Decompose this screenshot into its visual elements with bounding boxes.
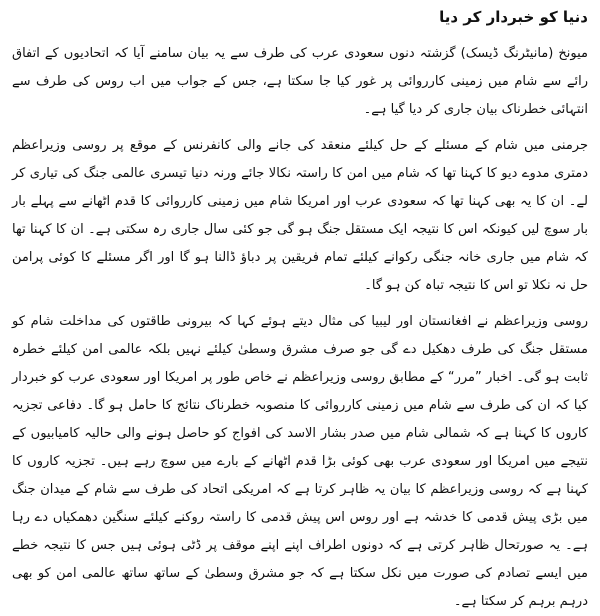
article-paragraph-3: روسی وزیراعظم نے افغانستان اور لیبیا کی مثال دیتے ہوئے کہا کہ بیرونی طاقتوں کی مداخلت شام کو مستقل جنگ کی طرف دھکیل دے گی جو صرف مشرق وسطیٰ کیلئے نہیں بلکہ عالمی امن کیلئے خطرہ ثابت ہو گی۔ اخبار ”مرر“ کے مطابق روسی وزیراعظم نے خاص طور پر امریکا اور سعودی عرب کو خبردار کیا کہ ان کی طرف سے شام میں زمینی کارروائی کا منصوبہ خطرناک نتائج کا حامل ہو گا۔ دفاعی تجزیہ کاروں کا کہنا ہے کہ شمالی شام میں صدر بشار الاسد کی افواج کو حاصل ہونے والی حالیہ کامیابیوں کے نتیجے میں امریکا اور سعودی عرب بھی کوئی بڑا قدم اٹھانے کے بارے میں سوچ رہے ہیں۔ تجزیہ کاروں کا کہنا ہے کہ روسی وزیراعظم کا بیان یہ ظاہر کرتا ہے کہ امریکی اتحاد کی طرف سے شام کے میدان جنگ میں بڑی پیش قدمی کا خدشہ ہے اور روس اس پیش قدمی کا راستہ روکنے کیلئے سنگین دھمکیاں دے رہا ہے۔ یہ صورتحال ظاہر کرتی ہے کہ دونوں اطراف اپنے اپنے موقف پر ڈٹی ہوئی ہیں جس کا نتیجہ خطے میں ایسے تصادم کی صورت میں نکل سکتا ہے کہ جو مشرق وسطیٰ کے ساتھ ساتھ عالمی امن کو بھی درہم برہم کر سکتا ہے۔ (12, 314, 588, 609)
article-paragraph-2: جرمنی میں شام کے مسئلے کے حل کیلئے منعقد کی جانے والی کانفرنس کے موقع پر روسی وزیراعظم دمتری مدوے دیو کا کہنا تھا کہ شام میں امن کا راستہ نکالا جائے ورنہ دنیا تیسری عالمی جنگ کی تیاری کر لے۔ ان کا یہ بھی کہنا تھا کہ سعودی عرب اور امریکا شام میں زمینی کارروائی کا قدم اٹھانے سے پہلے بار بار سوچ لیں کیونکہ اس کا نتیجہ ایک مستقل جنگ ہو گی جو کئی سال جاری رہ سکتی ہے۔ ان کا کہنا تھا کہ شام میں جاری خانہ جنگی رکوانے کیلئے تمام فریقین پر دباؤ ڈالنا ہو گا اور اگر مسئلے کا کوئی پرامن حل نہ نکلا تو اس کا نتیجہ تباہ کن ہو گا۔ (12, 138, 588, 293)
article-paragraph-1: میونخ (مانیٹرنگ ڈیسک) گزشتہ دنوں سعودی عرب کی طرف سے یہ بیان سامنے آیا کہ اتحادیوں کے اتفاق رائے سے شام میں زمینی کارروائی پر غور کیا جا سکتا ہے، جس کے جواب میں اب روس کی طرف سے انتہائی خطرناک بیان جاری کر دیا گیا ہے۔ (12, 46, 588, 117)
article-headline: دنیا کو خبردار کر دیا (439, 8, 588, 26)
